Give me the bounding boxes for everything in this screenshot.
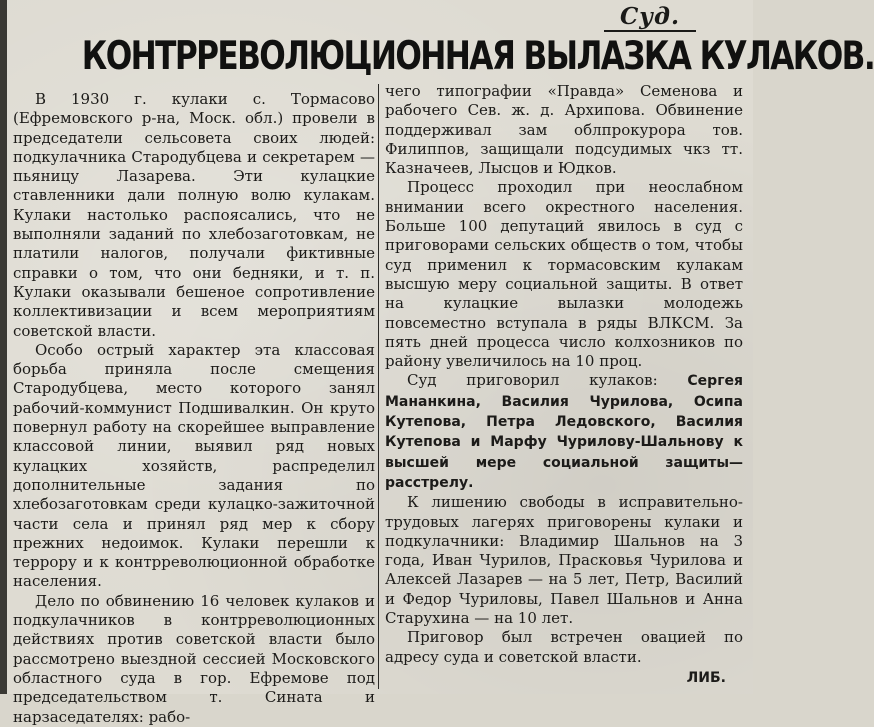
article-headline: КОНТРРЕВОЛЮЦИОННАЯ ВЫЛАЗКА КУЛАКОВ. bbox=[81, 34, 874, 79]
paragraph-kulaks-1930: В 1930 г. кулаки с. Тормасово (Ефремовского р-на, Моск. обл.) провели в председатели сельсовета своих людей: подкулачника Стародубцева и секретарем — пьяницу Лазарева. Эти кулацкие ставленники дали полную волю кулакам. Кулаки настолько распоясались, что не выполняли заданий по хлебозаготовкам, не платили налогов, получали фиктивные справки о том, что они бедняки, и т. п. Кулаки оказывали бешеное сопротивление коллективизации и всем мероприятиям советской власти. bbox=[13, 90, 375, 340]
paragraph-ovation: Приговор был встречен овацией по адресу суда и советской власти. bbox=[385, 628, 743, 666]
scan-edge bbox=[0, 0, 7, 694]
paragraph-process: Процесс проходил при неослабном внимании всего окрестного населения. Больше 100 депутаций явилось в суд с приговорами сельских обществ о том, чтобы суд применил к тормасовским кулакам высшую меру социальной защиты. В ответ на кулацкие вылазки молодежь повсеместно вступала в ряды ВЛКСМ. За пять дней процесса число колхозников по району увеличилось на 10 проц. bbox=[385, 178, 743, 371]
verdict-lead: Суд приговорил кулаков: bbox=[407, 371, 688, 390]
paragraph-verdict bbox=[385, 371, 743, 493]
column-divider bbox=[378, 84, 379, 689]
right-column bbox=[385, 82, 743, 667]
left-column bbox=[13, 90, 375, 727]
paragraph-class-struggle: Особо острый характер эта классовая борьба приняла после смещения Стародубцева, место которого занял рабочий-коммунист Подшивалкин. Он круто повернул работу на скорейшее выправление классовой линии, выявил ряд новых кулацких хозяйств, распределил дополнительные задания по хлебозаготовкам среди кулацко-зажиточной части села и принял ряд мер к сбору прежних недоимок. Кулаки перешли к террору и к контрреволюционной обработке населения. bbox=[13, 340, 375, 591]
paragraph-court-case: Дело по обвинению 16 человек кулаков и подкулачников в контрреволюционных действиях против советской власти было рассмотрено выездной сессией Московского областного суда в гор. Ефремове под председательством т. Сината и нарзаседателях: рабо- bbox=[13, 591, 375, 726]
section-rubric: Суд. bbox=[604, 4, 696, 32]
author-signature: ЛИБ. bbox=[686, 670, 726, 686]
verdict-sentenced-names: Сергея Мананкина, Василия Чурилова, Осипа Кутепова, Петра Ледовского, Василия Кутепова и Марфу Чурилову-Шальнову к высшей мере социальной защиты—расстрелу. bbox=[385, 373, 743, 491]
paragraph-continuation: чего типографии «Правда» Семенова и рабочего Сев. ж. д. Архипова. Обвинение поддерживал зам облпрокурора тов. Филиппов, защищали подсудимых чкз тт. Казначеев, Лысцов и Юдков. bbox=[385, 82, 743, 178]
paragraph-prison: К лишению свободы в исправительно-трудовых лагерях приговорены кулаки и подкулачники: Владимир Шальнов на 3 года, Иван Чурилов, Прасковья Чурилова и Алексей Лазарев — на 5 лет, Петр, Василий и Федор Чуриловы, Павел Шальнов и Анна Старухина — на 10 лет. bbox=[385, 493, 743, 628]
